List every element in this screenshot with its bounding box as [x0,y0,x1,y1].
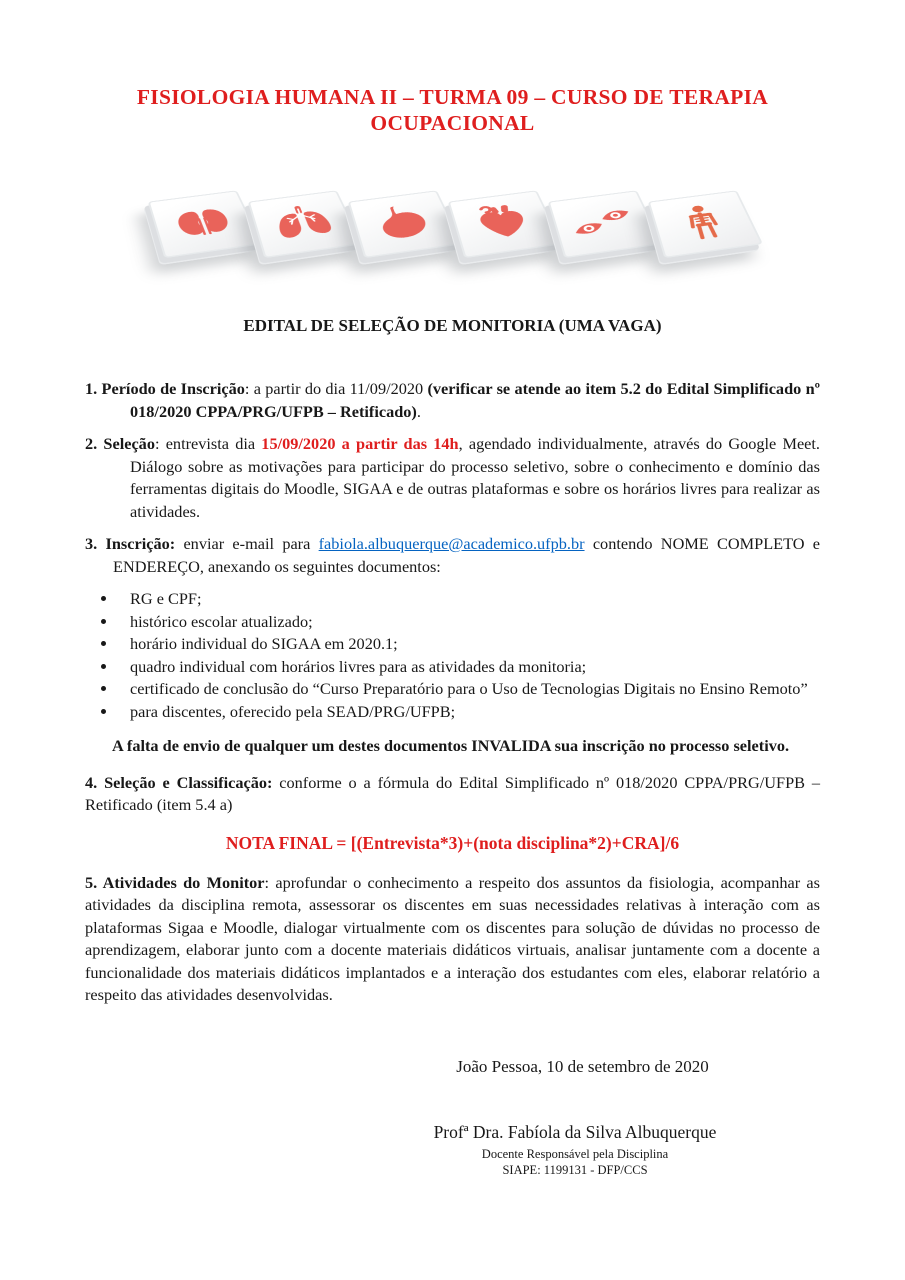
section-3-text-2: contendo NOME COMPLETO e ENDEREÇO, anexando os seguintes documentos: [113,534,821,576]
section-2-selecao [85,433,820,523]
section-1-bold-note: (verificar se atende ao item 5.2 do Edital Simplificado nº 018/2020 CPPA/PRG/UFPB – Retificado) [130,379,821,421]
document-list-item: • certificado de conclusão do “Curso Preparatório para o Uso de Tecnologias Digitais no Ensino Remoto” [118,678,820,701]
document-list-item: • histórico escolar atualizado; [118,611,820,634]
section-1-end: . [416,401,421,421]
tile-stomach [347,190,462,258]
document-list-item: • quadro individual com horários livres para as atividades da monitoria; [118,656,820,679]
heart-icon [463,199,545,247]
section-3-text-1: enviar e-mail para [175,534,319,553]
required-documents-list [85,588,820,723]
section-3-inscricao [85,533,820,578]
document-body [85,378,820,1007]
tile-heart [447,190,562,258]
section-2-text-1: : entrevista dia [154,434,262,453]
section-5-atividades [85,872,820,1007]
section-3-label: 3. Inscrição: [85,534,176,553]
invalid-inscription-warning: A falta de envio de qualquer um destes documentos INVALIDA sua inscrição no processo seletivo. [112,736,790,755]
page-title: FISIOLOGIA HUMANA II – TURMA 09 – CURSO DE TERAPIA OCUPACIONAL [136,85,769,135]
section-4-classificacao [85,772,820,817]
document-list-item: • RG e CPF; [118,588,820,611]
organ-tiles-banner [85,170,820,274]
tile-human-body [647,190,762,258]
signature-name: Profª Dra. Fabíola da Silva Albuquerque [433,1121,717,1142]
document-list-item: • para discentes, oferecido pela SEAD/PRG/UFPB; [118,701,820,724]
tile-eyes [547,190,662,258]
kidneys-icon [163,199,245,247]
section-1-text: : a partir do dia 11/09/2020 [244,379,428,398]
tile-kidneys [147,190,262,258]
final-grade-formula: NOTA FINAL = [(Entrevista*3)+(nota disciplina*2)+CRA]/6 [225,832,680,853]
section-1-periodo [85,378,820,423]
section-4-text: conforme o a fórmula do Edital Simplificado nº 018/2020 CPPA/PRG/UFPB – Retificado (item 5.4 a) [85,772,821,814]
email-link[interactable]: fabiola.albuquerque@academico.ufpb.br [318,534,585,553]
document-heading: EDITAL DE SELEÇÃO DE MONITORIA (UMA VAGA) [243,316,662,335]
signature-role: Docente Responsável pela Disciplina [481,1146,669,1161]
section-2-label: 2. Seleção [85,434,155,453]
signature-siape: SIAPE: 1199131 - DFP/CCS [502,1162,648,1177]
section-4-label: 4. Seleção e Classificação: [85,772,273,792]
section-2-text-2: , agendado individualmente, através do Google Meet. Diálogo sobre as motivações para participar do processo seletivo, sobre o conhecimento e domínio das ferramentas digitais do Moodle, SIGAA e de outras plataformas e sobre os horários livres para realizar as atividades. [130,434,821,521]
city-date-line: João Pessoa, 10 de setembro de 2020 [456,1056,709,1076]
section-1-label: 1. Período de Inscrição [85,379,245,398]
signature-block [330,1121,820,1178]
tile-lungs [247,190,362,258]
document-list-item: • horário individual do SIGAA em 2020.1; [118,633,820,656]
human-body-icon [663,199,745,247]
section-2-date-highlight: 15/09/2020 a partir das 14h [261,434,459,453]
lungs-icon [263,199,345,247]
section-5-text: : aprofundar o conhecimento a respeito dos assuntos da fisiologia, acompanhar as atividades da disciplina remota, assessorar os discentes em suas necessidades relativas à interação com as plataformas Sigaa e Moodle, dialogar virtualmente com os discentes para solução de dúvidas no processo de aprendizagem, elaborar junto com a docente materiais didáticos virtuais, analisar juntamente com a docente a funcionalidade dos materiais didáticos implantados e a interação dos estudantes com eles, elaborar relatório a respeito das atividades desenvolvidas. [85,872,820,1004]
eyes-icon [563,199,645,247]
stomach-icon [363,199,445,247]
section-5-label: 5. Atividades do Monitor [85,872,265,892]
